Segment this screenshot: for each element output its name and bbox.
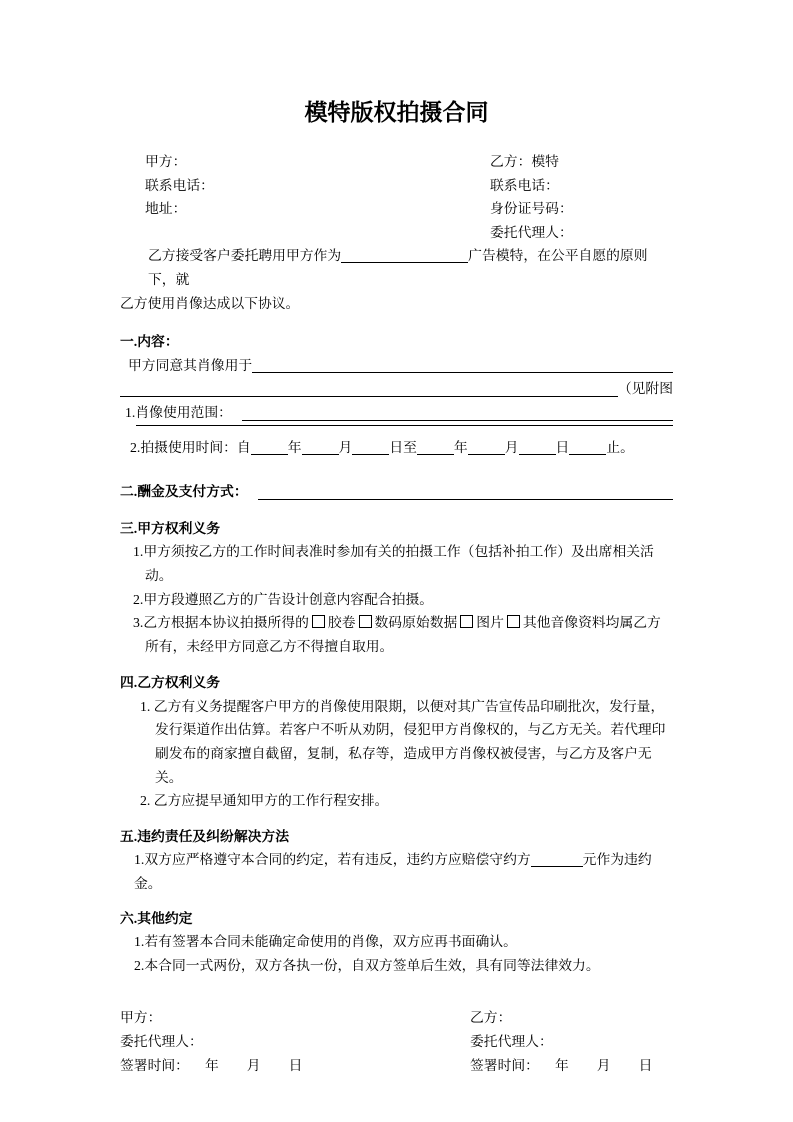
- section3-heading: 三.甲方权利义务: [120, 520, 221, 536]
- end-label: 止。: [606, 439, 634, 455]
- blank-field: [417, 453, 454, 455]
- year-label: 年: [453, 439, 468, 455]
- section6-heading: 六.其他约定: [120, 910, 193, 926]
- month-label: 月: [504, 439, 519, 455]
- section-content: [120, 330, 673, 459]
- intro-line-1: [120, 244, 673, 291]
- sign-date-label: 签署时间：: [120, 1057, 189, 1073]
- party-a-sign-label: 甲方：: [120, 1010, 162, 1026]
- party-a-phone-label: 联系电话：: [145, 177, 214, 193]
- option-digital-data: 数码原始数据: [374, 615, 458, 631]
- list-item: 1.甲方须按乙方的工作时间表准时参加有关的拍摄工作（包括补拍工作）及出席相关活动。: [133, 544, 654, 583]
- blank-field: [136, 425, 673, 426]
- usage-scope-line-2: [120, 425, 673, 430]
- see-attachment-note: （见附图: [617, 381, 673, 397]
- intro-text-2: 广告模特，在公平自愿的原则下，就: [148, 248, 648, 287]
- portrait-use-label: 甲方同意其肖像用于: [128, 357, 253, 373]
- party-a-sign-date: [120, 1054, 470, 1078]
- signature-block: [120, 1006, 673, 1077]
- blank-field: [120, 396, 618, 397]
- party-a-label: 甲方：: [145, 154, 187, 169]
- day-label: 日: [638, 1057, 653, 1073]
- party-b-agent-label: 委托代理人：: [490, 224, 573, 240]
- list-item: [120, 848, 673, 895]
- portrait-use-line: [120, 354, 673, 378]
- sign-date-label: 签署时间：: [470, 1057, 539, 1073]
- list-item: 1. 乙方有义务提醒客户甲方的肖像使用限期，以便对其广告宣传品印刷批次，发行量，发行渠道作出估算。若客户不听从劝阴，侵犯甲方肖像权的，与乙方无关。若代理印刷发布的商家擅自截留，复制，私存等，造成甲方肖像权被侵害，与乙方及客户无关。: [140, 698, 666, 785]
- blank-field: [341, 261, 468, 263]
- item-text: 1.双方应严格遵守本合同的约定，若有违反，违约方应赔偿守约方: [134, 852, 531, 868]
- blank-field: [302, 453, 339, 455]
- blank-field: [519, 453, 556, 455]
- blank-field: [569, 453, 606, 455]
- blank-field: [531, 865, 583, 867]
- blank-field: [252, 372, 673, 373]
- list-item: 2.甲方段遵照乙方的广告设计创意内容配合拍摄。: [133, 591, 434, 607]
- list-item: 2. 乙方应提早通知甲方的工作行程安排。: [140, 793, 389, 809]
- shooting-period-label: 2.拍摄使用时间：自: [130, 439, 251, 455]
- portrait-use-line-2: [120, 377, 673, 401]
- party-b-signature: [470, 1006, 673, 1077]
- item-text: 3.乙方根据本协议拍摄所得的: [133, 615, 309, 631]
- blank-field: [258, 499, 673, 500]
- section4-heading: 四.乙方权利义务: [120, 675, 221, 691]
- party-b-info: [490, 150, 673, 244]
- option-pictures: 图片: [476, 615, 504, 631]
- party-a-info: [120, 150, 490, 244]
- party-b-agent-label: 委托代理人：: [470, 1034, 553, 1049]
- section-other-terms: [120, 907, 673, 978]
- section-party-b-obligations: [120, 671, 673, 813]
- blank-field: [251, 453, 288, 455]
- checkbox-icon: [507, 615, 520, 628]
- intro-line-2: 乙方使用肖像达成以下协议。: [120, 295, 300, 311]
- document-title: 模特版权拍摄合同: [304, 100, 489, 125]
- party-b-phone-label: 联系电话：: [490, 177, 559, 193]
- blank-field: [352, 453, 389, 455]
- usage-scope-line: [120, 401, 673, 425]
- day-to-label: 日至: [389, 439, 417, 455]
- intro-text-1: 乙方接受客户委托聘用甲方作为: [148, 248, 342, 264]
- party-a-address-label: 地址：: [145, 201, 187, 217]
- section1-heading: 一.内容：: [120, 334, 179, 350]
- item-text: 元作为违约金。: [134, 852, 652, 892]
- section-breach-liability: [120, 825, 673, 896]
- year-label: 年: [287, 439, 302, 455]
- year-label: 年: [204, 1057, 219, 1073]
- party-b-sign-date: [470, 1054, 673, 1078]
- party-info-block: [120, 150, 673, 244]
- blank-field: [242, 420, 673, 421]
- checkbox-icon: [312, 615, 325, 628]
- list-item: 2.本合同一式两份，双方各执一份，自双方签单后生效，具有同等法律效力。: [134, 957, 600, 973]
- usage-scope-label: 1.肖像使用范围：: [125, 404, 232, 420]
- year-label: 年: [554, 1057, 569, 1073]
- intro-paragraph: [120, 244, 673, 315]
- party-b-label: 乙方：模特: [490, 154, 559, 169]
- party-a-signature: [120, 1006, 470, 1077]
- blank-field: [468, 453, 505, 455]
- option-film: 胶卷: [327, 615, 356, 631]
- option-other-media: 其他音像资料: [522, 615, 606, 631]
- month-label: 月: [338, 439, 353, 455]
- checkbox-icon: [460, 615, 473, 628]
- section2-heading: 二.酬金及支付方式：: [120, 484, 248, 500]
- month-label: 月: [246, 1057, 261, 1073]
- section5-heading: 五.违约责任及纠纷解决方法: [120, 828, 290, 844]
- day-label: 日: [555, 439, 570, 455]
- list-item: 1.若有签署本合同未能确定命使用的肖像，双方应再书面确认。: [134, 934, 517, 950]
- item-text: 均属乙方所有，未经甲方同意乙方不得擅自取用。: [145, 615, 661, 654]
- section-payment: [120, 480, 673, 504]
- section-party-a-obligations: [120, 517, 673, 659]
- month-label: 月: [596, 1057, 611, 1073]
- day-label: 日: [288, 1057, 303, 1073]
- checkbox-icon: [359, 615, 372, 628]
- list-item: [120, 611, 673, 658]
- party-a-agent-label: 委托代理人：: [120, 1034, 203, 1049]
- party-b-id-label: 身份证号码：: [490, 201, 573, 217]
- shooting-period-line: [120, 436, 673, 460]
- party-b-sign-label: 乙方：: [470, 1010, 512, 1026]
